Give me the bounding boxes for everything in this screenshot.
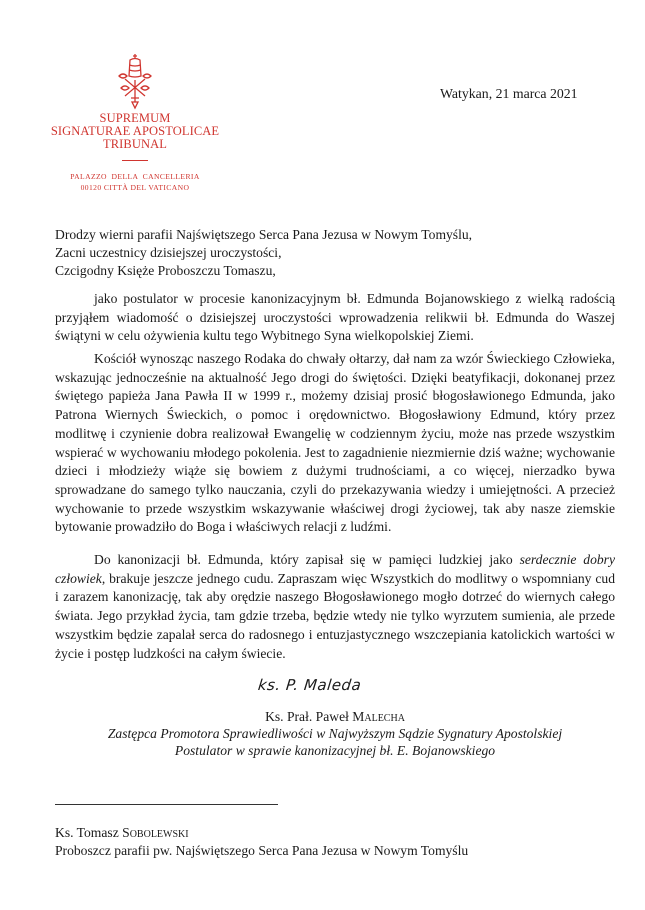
papal-coat-of-arms-icon (113, 52, 157, 110)
paragraph-1: jako postulator w procesie kanonizacyjnym bł. Edmunda Bojanowskiego z wielką radością przyjąłem wiadomość o dzisiejszej uroczystości wprowadzenia relikwii bł. Edmunda do Waszej świątyni w celu ożywienia kultu tego Wybitnego Syna wielkopolskiej Ziemi. (55, 291, 615, 344)
signer-block (55, 708, 615, 759)
divider-line (55, 804, 278, 805)
recipient-title: Proboszcz parafii pw. Najświętszego Serca Pana Jezusa w Nowym Tomyślu (55, 843, 469, 858)
letter-date: Watykan, 21 marca 2021 (440, 86, 578, 101)
handwritten-signature: ks. P. Maleda (257, 676, 363, 694)
tribunal-name: SUPREMUM SIGNATURAE APOSTOLICAE TRIBUNAL (50, 111, 220, 151)
signer-role: Zastępca Promotora Sprawiedliwości w Najwyższym Sądzie Sygnatury Apostolskiej (107, 726, 563, 741)
emphasis: serdecznie dobry człowiek (55, 552, 616, 586)
letterhead-divider (122, 160, 148, 161)
signer-role: Postulator w sprawie kanonizacyjnej bł. E. Bojanowskiego (174, 743, 496, 758)
paragraph-3: Do kanonizacji bł. Edmunda, który zapisał się w pamięci ludzkiej jako serdecznie dobry człowiek, brakuje jeszcze jednego cudu. Zapraszam więc Wszystkich do modlitwy o wspomniany cud i zarazem kanonizację, tak aby orędzie naszego Błogosławionego mogło dotrzeć do wiernych całego świata. Jego przykład życia, tam gdzie trzeba, będzie wtedy nie tylko wyrzutem sumienia, ale przede wszystkim będzie zapalał serca do radosnego i entuzjastycznego wszczepiania katolickich wartości w życie i postęp ludzkości na całym świecie. (55, 552, 616, 661)
salutation-line: Czcigodny Księże Proboszczu Tomaszu, (55, 263, 276, 278)
letterhead-address: PALAZZO DELLA CANCELLERIA 00120 CITTÀ DEL VATICANO (70, 172, 200, 192)
letterhead (40, 52, 230, 193)
salutation-line: Zacni uczestnicy dzisiejszej uroczystości, (55, 245, 282, 260)
paragraph-2: Kościół wynosząc naszego Rodaka do chwały ołtarzy, dał nam za wzór Świeckiego Człowieka, wskazując jednocześnie na aktualność Jego drogi do świętości. Dzięki beatyfikacji, dokonanej przez świętego papieża Jana Pawła II w 1999 r., możemy dzisiaj prosić błogosławionego Edmunda, jako Patrona Wiernych Świeckich, o pomoc i orędownictwo. Błogosławiony Edmund, który przez modlitwę i czynienie dobra realizował Ewangelię w codziennym życiu, może nas przede wszystkim wspierać w wychowaniu młodego pokolenia. Jest to zagadnienie niezmiernie dziś ważne; wychowanie dzieci i młodzieży wiąże się bowiem z dużymi trudnościami, a co więcej, nierzadko bywa sprowadzane do samego tylko nauczania, czyli do przekazywania wiedzy i umiejętności. A przecież wychowanie to przede wszystkim wskazywanie właściwej drogi życiowej, tak aby nasze ziemskie bytowanie prowadziło do Boga i właściwych relacji z ludźmi. (55, 351, 615, 535)
salutation (55, 226, 615, 280)
recipient-block (55, 824, 468, 860)
signer-name: Ks. Prał. Paweł Malecha (265, 709, 405, 724)
salutation-line: Drodzy wierni parafii Najświętszego Serca Pana Jezusa w Nowym Tomyślu, (55, 227, 473, 242)
recipient-name: Ks. Tomasz Sobolewski (55, 825, 189, 840)
